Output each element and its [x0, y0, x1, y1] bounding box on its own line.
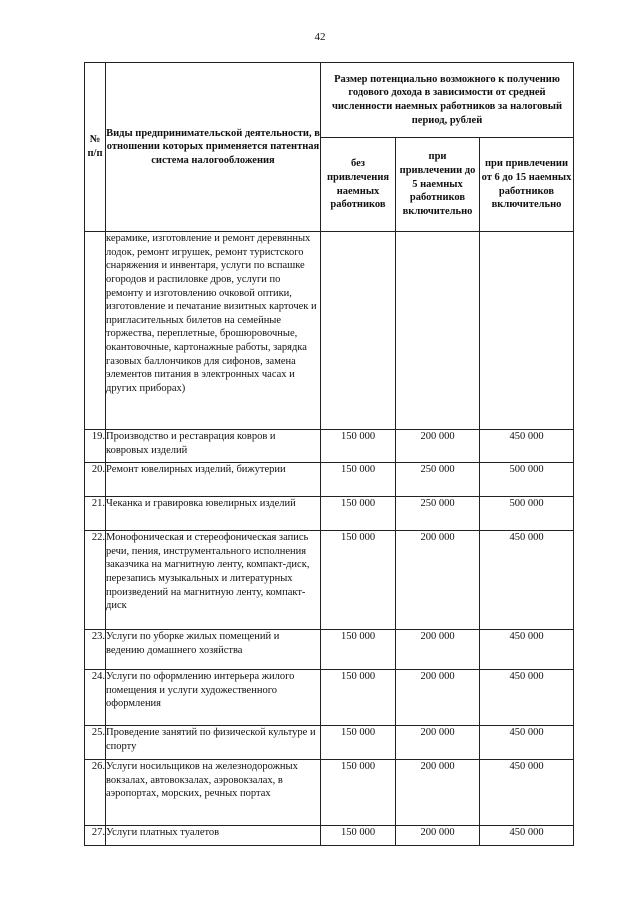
value-no-employees — [321, 232, 396, 430]
row-activity: Услуги носильщиков на железнодорожных вокзалах, автовокзалах, аэровокзалах, в аэропортах, морских, речных портах — [106, 760, 321, 826]
row-number: 20. — [85, 463, 106, 497]
table-row — [85, 430, 574, 463]
value-up-to-5-employees: 200 000 — [396, 760, 480, 826]
row-activity: Проведение занятий по физической культуре и спорту — [106, 726, 321, 760]
patent-income-table — [84, 62, 574, 846]
value-no-employees: 150 000 — [321, 826, 396, 846]
table-row — [85, 670, 574, 726]
table-row — [85, 760, 574, 826]
row-activity: Ремонт ювелирных изделий, бижутерии — [106, 463, 321, 497]
row-number: 24. — [85, 670, 106, 726]
header-no-employees: без привлечения наемных работников — [321, 138, 396, 232]
row-activity: Услуги платных туалетов — [106, 826, 321, 846]
value-no-employees: 150 000 — [321, 630, 396, 670]
value-up-to-5-employees: 200 000 — [396, 430, 480, 463]
value-no-employees: 150 000 — [321, 463, 396, 497]
header-income-group: Размер потенциально возможного к получению годового дохода в зависимости от средней численности наемных работников за налоговый период, рублей — [321, 63, 574, 138]
page-number: 42 — [314, 31, 326, 43]
value-6-to-15-employees: 450 000 — [480, 826, 574, 846]
value-6-to-15-employees: 450 000 — [480, 670, 574, 726]
value-6-to-15-employees: 450 000 — [480, 630, 574, 670]
header-up-to-5-employees: при привлечении до 5 наемных работников включительно — [396, 138, 480, 232]
value-no-employees: 150 000 — [321, 726, 396, 760]
value-6-to-15-employees: 450 000 — [480, 760, 574, 826]
value-6-to-15-employees: 450 000 — [480, 430, 574, 463]
row-activity: керамике, изготовление и ремонт деревянных лодок, ремонт игрушек, ремонт туристского снаряжения и инвентаря, услуги по вспашке огородов и распиловке дров, услуги по ремонту и изготовлению очковой оптики, изготовление и печатание визитных карточек и пригласительных билетов на семейные торжества, переплетные, брошюровочные, окантовочные, картонажные работы, зарядка газовых баллончиков для сифонов, замена элементов питания в электронных часах и других приборах) — [106, 232, 321, 430]
row-number: 19. — [85, 430, 106, 463]
value-up-to-5-employees: 200 000 — [396, 826, 480, 846]
row-number: 22. — [85, 531, 106, 630]
row-number — [85, 232, 106, 430]
header-6-to-15-employees: при привлечении от 6 до 15 наемных работников включительно — [480, 138, 574, 232]
value-up-to-5-employees: 200 000 — [396, 726, 480, 760]
value-no-employees: 150 000 — [321, 670, 396, 726]
row-number: 27. — [85, 826, 106, 846]
table-row — [85, 463, 574, 497]
row-number: 26. — [85, 760, 106, 826]
table-row — [85, 826, 574, 846]
table-row — [85, 531, 574, 630]
value-up-to-5-employees — [396, 232, 480, 430]
value-up-to-5-employees: 250 000 — [396, 463, 480, 497]
table-row — [85, 726, 574, 760]
row-activity: Производство и реставрация ковров и ковровых изделий — [106, 430, 321, 463]
table-row — [85, 497, 574, 531]
value-6-to-15-employees: 450 000 — [480, 726, 574, 760]
value-no-employees: 150 000 — [321, 497, 396, 531]
value-up-to-5-employees: 200 000 — [396, 630, 480, 670]
row-number: 21. — [85, 497, 106, 531]
row-activity: Монофоническая и стереофоническая запись речи, пения, инструментального исполнения заказчика на магнитную ленту, компакт-диск, перезапись музыкальных и литературных произведений на магнитную ленту, компакт-диск — [106, 531, 321, 630]
value-6-to-15-employees — [480, 232, 574, 430]
value-6-to-15-employees: 500 000 — [480, 463, 574, 497]
table-row — [85, 232, 574, 430]
row-number: 23. — [85, 630, 106, 670]
row-number: 25. — [85, 726, 106, 760]
row-activity: Услуги по оформлению интерьера жилого помещения и услуги художественного оформления — [106, 670, 321, 726]
value-up-to-5-employees: 200 000 — [396, 531, 480, 630]
value-up-to-5-employees: 250 000 — [396, 497, 480, 531]
header-activity-kind: Виды предпринимательской деятельности, в отношении которых применяется патентная система налогообложения — [106, 63, 321, 232]
row-activity: Чеканка и гравировка ювелирных изделий — [106, 497, 321, 531]
value-up-to-5-employees: 200 000 — [396, 670, 480, 726]
value-6-to-15-employees: 500 000 — [480, 497, 574, 531]
row-activity: Услуги по уборке жилых помещений и ведению домашнего хозяйства — [106, 630, 321, 670]
value-6-to-15-employees: 450 000 — [480, 531, 574, 630]
value-no-employees: 150 000 — [321, 531, 396, 630]
header-number: № п/п — [85, 63, 106, 232]
value-no-employees: 150 000 — [321, 430, 396, 463]
table-body — [85, 232, 574, 846]
value-no-employees: 150 000 — [321, 760, 396, 826]
table-row — [85, 630, 574, 670]
